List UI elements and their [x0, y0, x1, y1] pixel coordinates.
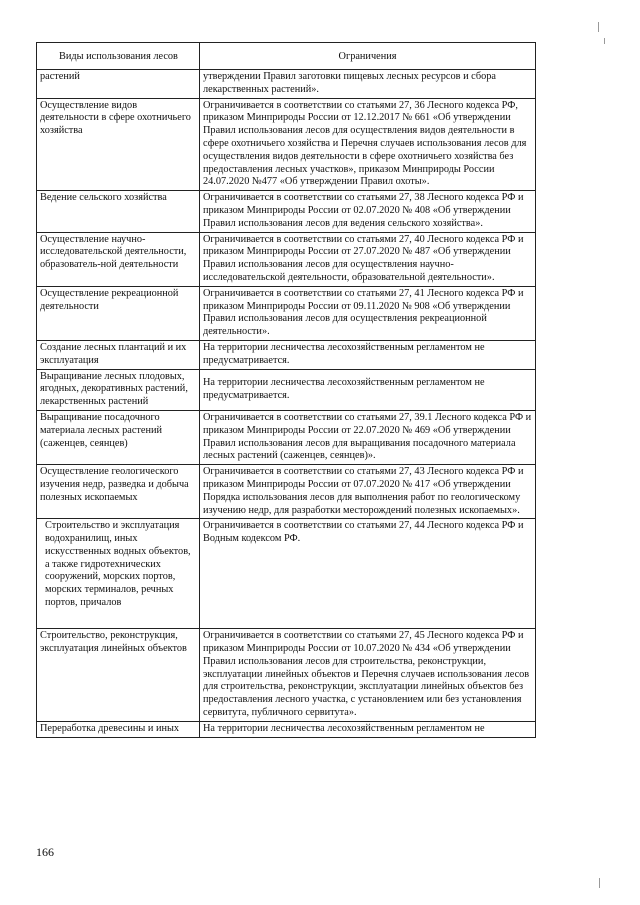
restriction-cell: Ограничивается в соответствии со статьями 27, 40 Лесного кодекса РФ и приказом Минприроды России от 27.07.2020 № 487 «Об утверждении Правил использования лесов для осуществления научно-исследовательской деятельности, образовательной деятельности». — [203, 233, 524, 283]
use-type-cell: Выращивание посадочного материала лесных растений (саженцев, сеянцев) — [37, 411, 200, 464]
use-type-cell: Осуществление видов деятельности в сфере охотничьего хозяйства — [37, 99, 200, 191]
use-type-cell: Создание лесных плантаций и их эксплуатация — [37, 341, 200, 369]
table-row — [37, 98, 535, 191]
table-row — [37, 721, 535, 737]
table-row — [37, 410, 535, 464]
restriction-cell: Ограничивается в соответствии со статьями 27, 45 Лесного кодекса РФ и приказом Минприроды России от 10.07.2020 № 434 «Об утверждении Правил использования лесов для строительства, реконструкции, эксплуатации линейных объектов и Перечня случаев использования лесов для строительства, реконструкции, эксплуатации линейных объектов без предоставления лесного участка, с установлением или без установления сервитута, публичного сервитута». — [203, 630, 530, 719]
scan-artifact-mark — [599, 878, 600, 888]
use-type-cell: Выращивание лесных плодовых, ягодных, декоративных растений, лекарственных растений — [37, 370, 200, 410]
column-header-use-type: Виды использования лесов — [37, 43, 200, 69]
table-row — [37, 232, 535, 286]
forest-use-restrictions-table — [36, 42, 536, 738]
scan-artifact-mark — [604, 38, 605, 44]
use-type-cell: Строительство, реконструкция, эксплуатация линейных объектов — [37, 629, 200, 721]
table-row — [37, 628, 535, 721]
use-type-cell: растений — [37, 70, 200, 98]
restriction-cell: утверждении Правил заготовки пищевых лесных ресурсов и сбора лекарственных растений». — [203, 71, 496, 95]
restriction-cell: Ограничивается в соответствии со статьями 27, 43 Лесного кодекса РФ и приказом Минприроды России от 07.07.2020 № 417 «Об утверждении Порядка использования лесов для выполнения работ по геологическому изучению недр, для разработки месторождений полезных ископаемых». — [203, 466, 524, 516]
restriction-cell: Ограничивается в соответствии со статьями 27, 41 Лесного кодекса РФ и приказом Минприроды России от 09.11.2020 № 908 «Об утверждении Правил использования лесов для осуществления рекреационной деятельности». — [203, 287, 524, 338]
restriction-cell: На территории лесничества лесохозяйственным регламентом не — [203, 722, 485, 734]
restriction-cell: На территории лесничества лесохозяйственным регламентом не предусматривается. — [203, 341, 485, 366]
scan-artifact-mark — [598, 22, 599, 32]
restriction-cell: Ограничивается в соответствии со статьями 27, 39.1 Лесного кодекса РФ и приказом Минприроды России от 22.07.2020 № 469 «Об утверждении Правил использования лесов для выращивания посадочного материала лесных растений (саженцев, сеянцев)». — [203, 411, 532, 462]
use-type-cell: Ведение сельского хозяйства — [37, 191, 200, 231]
table-header-row — [37, 43, 535, 69]
page-number: 166 — [36, 845, 54, 859]
table-row — [37, 518, 535, 628]
restriction-cell — [200, 370, 535, 410]
restriction-text: На территории лесничества лесохозяйственным регламентом не предусматривается. — [203, 376, 485, 401]
column-header-restrictions: Ограничения — [338, 51, 397, 62]
restriction-cell: Ограничивается в соответствии со статьями 27, 36 Лесного кодекса РФ, приказом Минприроды России от 12.12.2017 № 661 «Об утверждении Правил использования лесов для осуществления видов деятельности в сфере охотничьего хозяйства и Перечня случаев использования лесов для осуществления видов деятельности в сфере охотничьего хозяйства без предоставления лесных участков», приказом Минприроды России 24.07.2020 №477 «Об утверждении Правил охоты». — [203, 99, 527, 188]
restriction-cell: Ограничивается в соответствии со статьями 27, 44 Лесного кодекса РФ и Водным кодексом РФ. — [203, 520, 524, 545]
table-row — [37, 69, 535, 98]
table-row — [37, 340, 535, 369]
use-type-cell: Осуществление рекреационной деятельности — [37, 287, 200, 340]
table-row — [37, 464, 535, 518]
use-type-cell: Осуществление научно-исследовательской деятельности, образователь-ной деятельности — [37, 233, 200, 286]
use-type-cell: Строительство и эксплуатация водохранилищ, иных искусственных водных объектов, а также гидротехнических сооружений, морских портов, морских терминалов, речных портов, причалов — [37, 519, 200, 628]
table-row — [37, 286, 535, 340]
use-type-cell: Осуществление геологического изучения недр, разведка и добыча полезных ископаемых — [37, 465, 200, 518]
table-row — [37, 190, 535, 231]
use-type-cell: Переработка древесины и иных — [37, 722, 200, 737]
table-row — [37, 369, 535, 410]
restriction-cell: Ограничивается в соответствии со статьями 27, 38 Лесного кодекса РФ и приказом Минприроды России от 02.07.2020 № 408 «Об утверждении Правил использования лесов для ведения сельского хозяйства». — [203, 192, 524, 229]
